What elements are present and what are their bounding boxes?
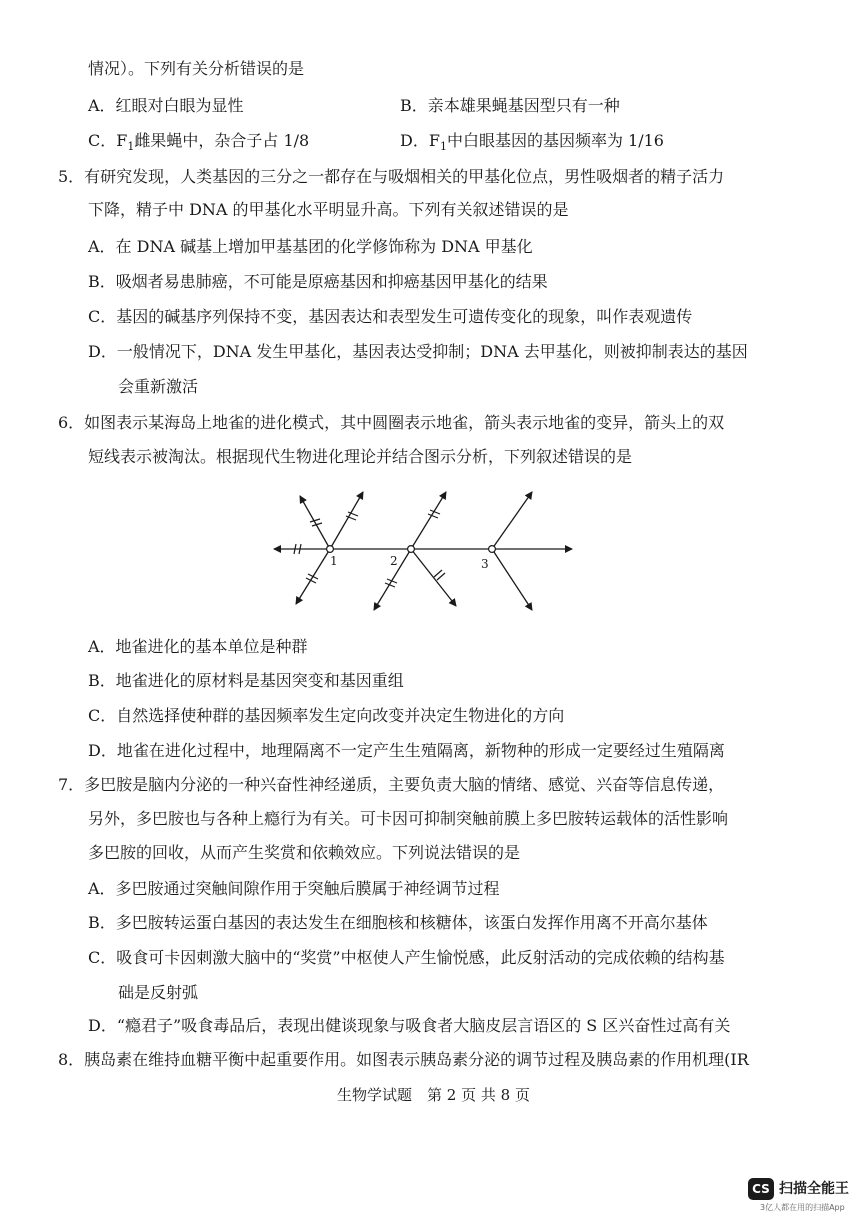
q8-stem-line1: 8．胰岛素在维持血糖平衡中起重要作用。如图表示胰岛素分泌的调节过程及胰岛素的作用机理(IR bbox=[58, 1050, 749, 1069]
q5-option-c: C．基因的碱基序列保持不变，基因表达和表型发生可遗传变化的现象，叫作表观遗传 bbox=[88, 307, 693, 326]
node-label-1: 1 bbox=[330, 554, 338, 568]
q7-option-c-line2: 础是反射弧 bbox=[118, 983, 199, 1002]
camscanner-name: 扫描全能王 bbox=[779, 1181, 849, 1197]
node3-up-arrow bbox=[492, 492, 532, 549]
node-label-2: 2 bbox=[390, 554, 398, 568]
q6-option-c: C．自然选择使种群的基因频率发生定向改变并决定生物进化的方向 bbox=[88, 706, 565, 725]
q7-option-c-line1: C．吸食可卡因刺激大脑中的“奖赏”中枢使人产生愉悦感，此反射活动的完成依赖的结构基 bbox=[88, 948, 725, 967]
q5-stem-line2: 下降，精子中 DNA 的甲基化水平明显升高。下列有关叙述错误的是 bbox=[88, 200, 569, 219]
q4-option-d bbox=[400, 130, 664, 158]
q7-stem-line1: 7．多巴胺是脑内分泌的一种兴奋性神经递质，主要负责大脑的情绪、感觉、兴奋等信息传递， bbox=[58, 775, 725, 794]
q5-option-a: A．在 DNA 碱基上增加甲基基团的化学修饰称为 DNA 甲基化 bbox=[88, 237, 533, 256]
population-node-2 bbox=[408, 546, 415, 553]
population-node-3 bbox=[489, 546, 496, 553]
evolution-diagram bbox=[270, 486, 580, 616]
q4-option-d-pre: D．F bbox=[400, 131, 440, 150]
q7-stem-line3: 多巴胺的回收，从而产生奖赏和依赖效应。下列说法错误的是 bbox=[88, 843, 521, 862]
q5-option-d-line2: 会重新激活 bbox=[118, 377, 199, 396]
q7-option-a: A．多巴胺通过突触间隙作用于突触后膜属于神经调节过程 bbox=[88, 879, 500, 898]
q5-stem-line1: 5．有研究发现，人类基因的三分之一都存在与吸烟相关的甲基化位点，男性吸烟者的精子活力 bbox=[58, 167, 725, 186]
node1-up-left-arrow bbox=[300, 496, 330, 549]
node2-up-arrow bbox=[411, 492, 446, 549]
q4-stem-tail: 情况）。下列有关分析错误的是 bbox=[88, 59, 305, 78]
q4-option-c-post: 雌果蝇中，杂合子占 1/8 bbox=[134, 131, 310, 150]
page-footer: 生物学试题 第 2 页 共 8 页 bbox=[337, 1086, 530, 1104]
q6-option-d: D．地雀在进化过程中，地理隔离不一定产生生殖隔离，新物种的形成一定要经过生殖隔离 bbox=[88, 741, 725, 760]
camscanner-tagline: 3亿人都在用的扫描App bbox=[760, 1203, 845, 1212]
population-node-1 bbox=[327, 546, 334, 553]
q5-option-b: B．吸烟者易患肺癌，不可能是原癌基因和抑癌基因甲基化的结果 bbox=[88, 272, 548, 291]
node1-up-right-arrow bbox=[330, 492, 363, 549]
q7-option-d: D．“瘾君子”吸食毒品后，表现出健谈现象与吸食者大脑皮层言语区的 S 区兴奋性过高有关 bbox=[88, 1016, 731, 1035]
q7-stem-line2: 另外，多巴胺也与各种上瘾行为有关。可卡因可抑制突触前膜上多巴胺转运载体的活性影响 bbox=[88, 809, 729, 828]
q4-option-d-post: 中白眼基因的基因频率为 1/16 bbox=[446, 131, 664, 150]
q6-stem-line2: 短线表示被淘汰。根据现代生物进化理论并结合图示分析，下列叙述错误的是 bbox=[88, 447, 633, 466]
q5-option-d-line1: D．一般情况下，DNA 发生甲基化，基因表达受抑制；DNA 去甲基化，则被抑制表达的基因 bbox=[88, 342, 748, 361]
q4-option-b: B．亲本雄果蝇基因型只有一种 bbox=[400, 96, 620, 115]
node2-down-right-arrow bbox=[411, 549, 456, 606]
node-label-3: 3 bbox=[481, 557, 489, 571]
q4-option-c-sub: 1 bbox=[127, 140, 135, 154]
node3-down-arrow bbox=[492, 549, 532, 610]
q6-stem-line1: 6．如图表示某海岛上地雀的进化模式，其中圆圈表示地雀，箭头表示地雀的变异，箭头上的双 bbox=[58, 413, 725, 432]
q4-option-a: A．红眼对白眼为显性 bbox=[88, 96, 244, 115]
q4-option-c-pre: C．F bbox=[88, 131, 128, 150]
q4-option-d-sub: 1 bbox=[439, 140, 447, 154]
q4-option-c bbox=[88, 130, 309, 158]
q6-option-a: A．地雀进化的基本单位是种群 bbox=[88, 637, 308, 656]
q7-option-b: B．多巴胺转运蛋白基因的表达发生在细胞核和核糖体，该蛋白发挥作用离不开高尔基体 bbox=[88, 913, 708, 932]
camscanner-logo-icon: CS bbox=[748, 1178, 774, 1200]
q6-option-b: B．地雀进化的原材料是基因突变和基因重组 bbox=[88, 671, 404, 690]
